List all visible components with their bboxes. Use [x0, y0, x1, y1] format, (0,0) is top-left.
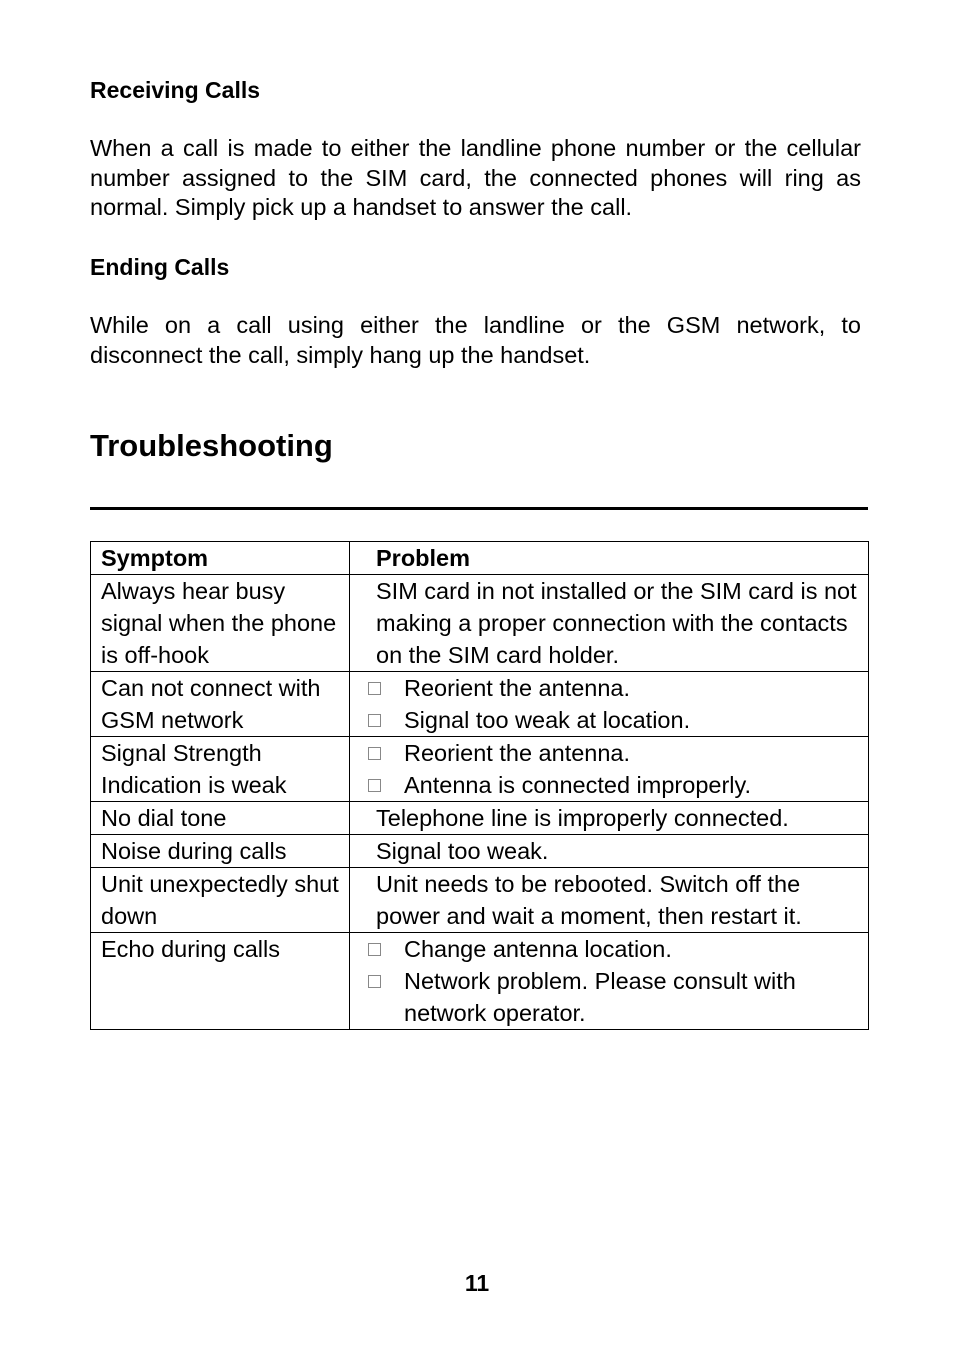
table-row	[91, 802, 869, 835]
problem-bullet-text: Signal too weak at location.	[404, 707, 691, 733]
problem-bullet-item	[368, 737, 864, 769]
ending-calls-heading: Ending Calls	[90, 254, 230, 280]
receiving-calls-heading: Receiving Calls	[90, 77, 261, 103]
ending-calls-paragraph: While on a call using either the landline or the GSM network, to disconnect the call, simply hang up the handset.	[90, 312, 861, 368]
problem-column-header: Problem	[350, 542, 869, 575]
square-bullet-icon	[368, 714, 381, 727]
symptom-column-header: Symptom	[91, 542, 350, 575]
table-row	[91, 575, 869, 672]
square-bullet-icon	[368, 943, 381, 956]
symptom-cell: Signal Strength Indication is weak	[91, 737, 350, 802]
symptom-cell: Can not connect with GSM network	[91, 672, 350, 737]
table-row	[91, 933, 869, 1030]
problem-bullet-item	[368, 704, 864, 736]
square-bullet-icon	[368, 682, 381, 695]
problem-bullet-text: Network problem. Please consult with network operator.	[404, 968, 796, 1026]
problem-cell: Telephone line is improperly connected.	[350, 802, 869, 835]
table-row	[91, 868, 869, 933]
symptom-cell: Always hear busy signal when the phone is off-hook	[91, 575, 350, 672]
table-row	[91, 737, 869, 802]
problem-bullet-text: Reorient the antenna.	[404, 740, 631, 766]
receiving-calls-paragraph: When a call is made to either the landline phone number or the cellular number assigned to the SIM card, the connected phones will ring as normal. Simply pick up a handset to answer the call.	[90, 135, 861, 220]
table-row	[91, 672, 869, 737]
problem-bullet-text: Reorient the antenna.	[404, 675, 631, 701]
problem-cell	[350, 672, 869, 737]
problem-bullet-item	[368, 769, 864, 801]
problem-bullet-item	[368, 672, 864, 704]
section-divider	[90, 507, 868, 510]
problem-bullet-text: Antenna is connected improperly.	[404, 772, 752, 798]
table-header-row	[91, 542, 869, 575]
problem-bullet-item	[368, 933, 864, 965]
problem-cell: Unit needs to be rebooted. Switch off the power and wait a moment, then restart it.	[350, 868, 869, 933]
problem-bullet-text: Change antenna location.	[404, 936, 672, 962]
symptom-cell: Noise during calls	[91, 835, 350, 868]
square-bullet-icon	[368, 975, 381, 988]
square-bullet-icon	[368, 779, 381, 792]
problem-cell: Signal too weak.	[350, 835, 869, 868]
table-body	[91, 575, 869, 1030]
problem-bullet-item	[368, 965, 864, 1029]
problem-cell	[350, 933, 869, 1030]
symptom-cell: No dial tone	[91, 802, 350, 835]
symptom-cell: Unit unexpectedly shut down	[91, 868, 350, 933]
page-number: 11	[464, 1270, 490, 1296]
troubleshooting-table	[90, 541, 869, 1030]
problem-cell	[350, 737, 869, 802]
problem-cell: SIM card in not installed or the SIM card is not making a proper connection with the contacts on the SIM card holder.	[350, 575, 869, 672]
square-bullet-icon	[368, 747, 381, 760]
symptom-cell: Echo during calls	[91, 933, 350, 1030]
troubleshooting-title: Troubleshooting	[90, 428, 333, 463]
table-row	[91, 835, 869, 868]
